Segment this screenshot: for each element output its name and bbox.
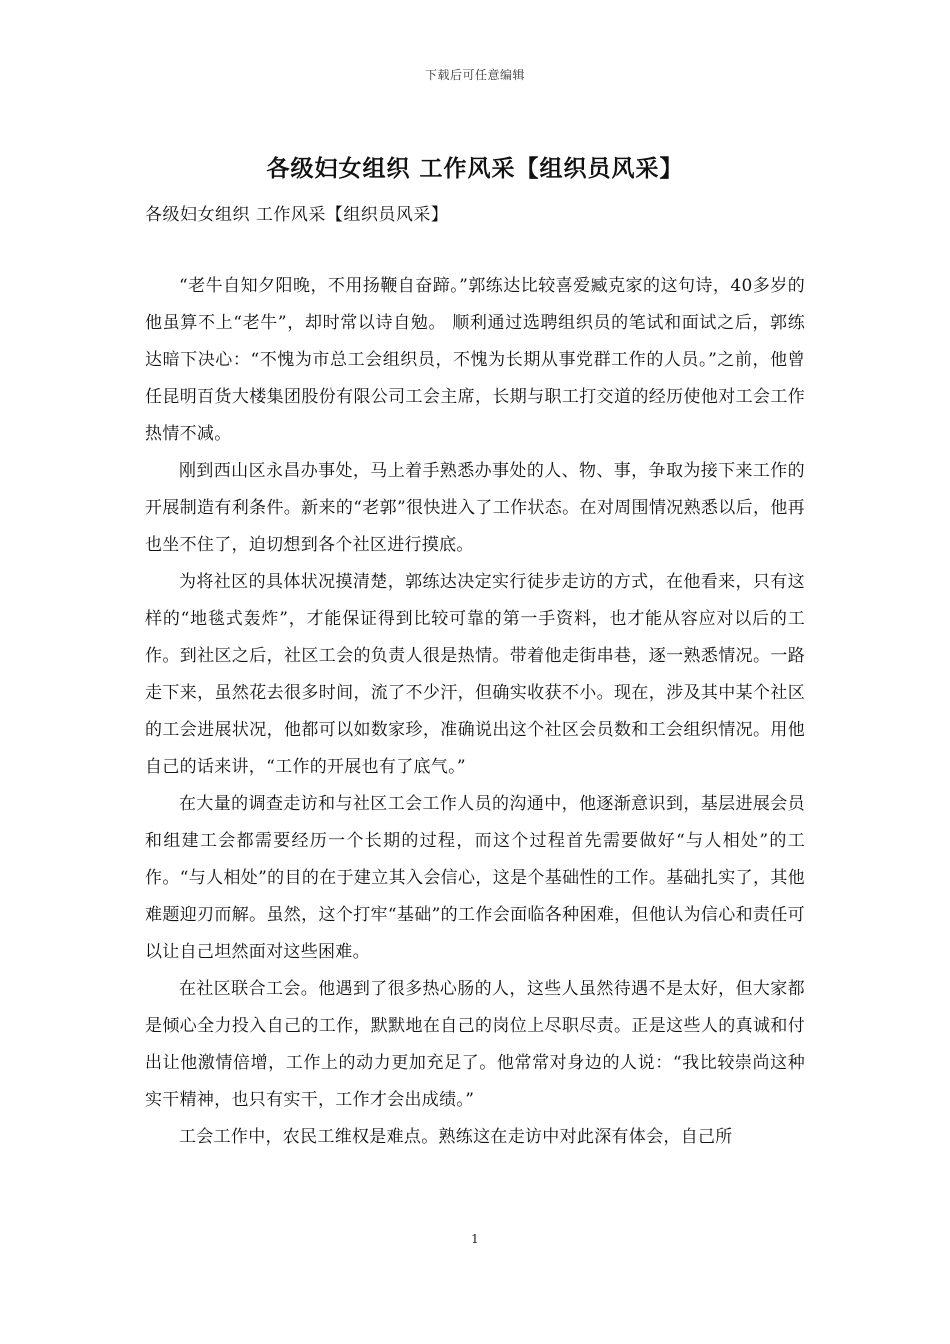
paragraph: 在社区联合工会。他遇到了很多热心肠的人，这些人虽然待遇不是太好，但大家都是倾心全力投入自己的工作，默默地在自己的岗位上尽职尽责。正是这些人的真诚和付出让他激情倍增，工作上的动力更加充足了。他常常对身边的人说：“我比较崇尚这种实干精神，也只有实干，工作才会出成绩。” — [145, 979, 805, 1110]
paragraph: 工会工作中，农民工维权是难点。熟练这在走访中对此深有体会，自己所 — [179, 1127, 733, 1147]
page-header-note: 下载后可任意编辑 — [424, 68, 525, 82]
document-title: 各级妇女组织 工作风采【组织员风采】 — [266, 155, 684, 182]
paragraph: “老牛自知夕阳晚，不用扬鞭自奋蹄。”郭练达比较喜爱臧克家的这句诗，40多岁的他虽算不上“老牛”，却时常以诗自勉。 顺利通过选聘组织员的笔试和面试之后，郭练达暗下决心：“不愧为市总工会组织员，不愧为长期从事党群工作的人员。”之前，他曾任昆明百货大楼集团股份有限公司工会主席，长期与职工打交道的经历使他对工会工作热情不减。 — [145, 276, 805, 444]
paragraph: 在大量的调查走访和与社区工会工作人员的沟通中，他逐渐意识到，基层进展会员和组建工会都需要经历一个长期的过程，而这个过程首先需要做好“与人相处”的工作。“与人相处”的目的在于建立其入会信心，这是个基础性的工作。基础扎实了，其他难题迎刃而解。虽然，这个打牢“基础”的工作会面临各种困难，但他认为信心和责任可以让自己坦然面对这些困难。 — [145, 794, 805, 962]
page-number: 1 — [471, 1232, 479, 1246]
paragraph: 刚到西山区永昌办事处，马上着手熟悉办事处的人、物、事，争取为接下来工作的开展制造有利条件。新来的“老郭”很快进入了工作状态。在对周围情况熟悉以后，他再也坐不住了，迫切想到各个社区进行摸底。 — [145, 461, 805, 555]
paragraph: 为将社区的具体状况摸清楚，郭练达决定实行徒步走访的方式，在他看来，只有这样的“地毯式轰炸”，才能保证得到比较可靠的第一手资料，也才能从容应对以后的工作。到社区之后，社区工会的负责人很是热情。带着他走街串巷，逐一熟悉情况。一路走下来，虽然花去很多时间，流了不少汗，但确实收获不小。现在，涉及其中某个社区的工会进展状况，他都可以如数家珍，准确说出这个社区会员数和工会组织情况。用他自己的话来讲，“工作的开展也有了底气。” — [145, 572, 805, 777]
document-body — [145, 268, 805, 1156]
document-subtitle: 各级妇女组织 工作风采【组织员风采】 — [145, 205, 449, 225]
